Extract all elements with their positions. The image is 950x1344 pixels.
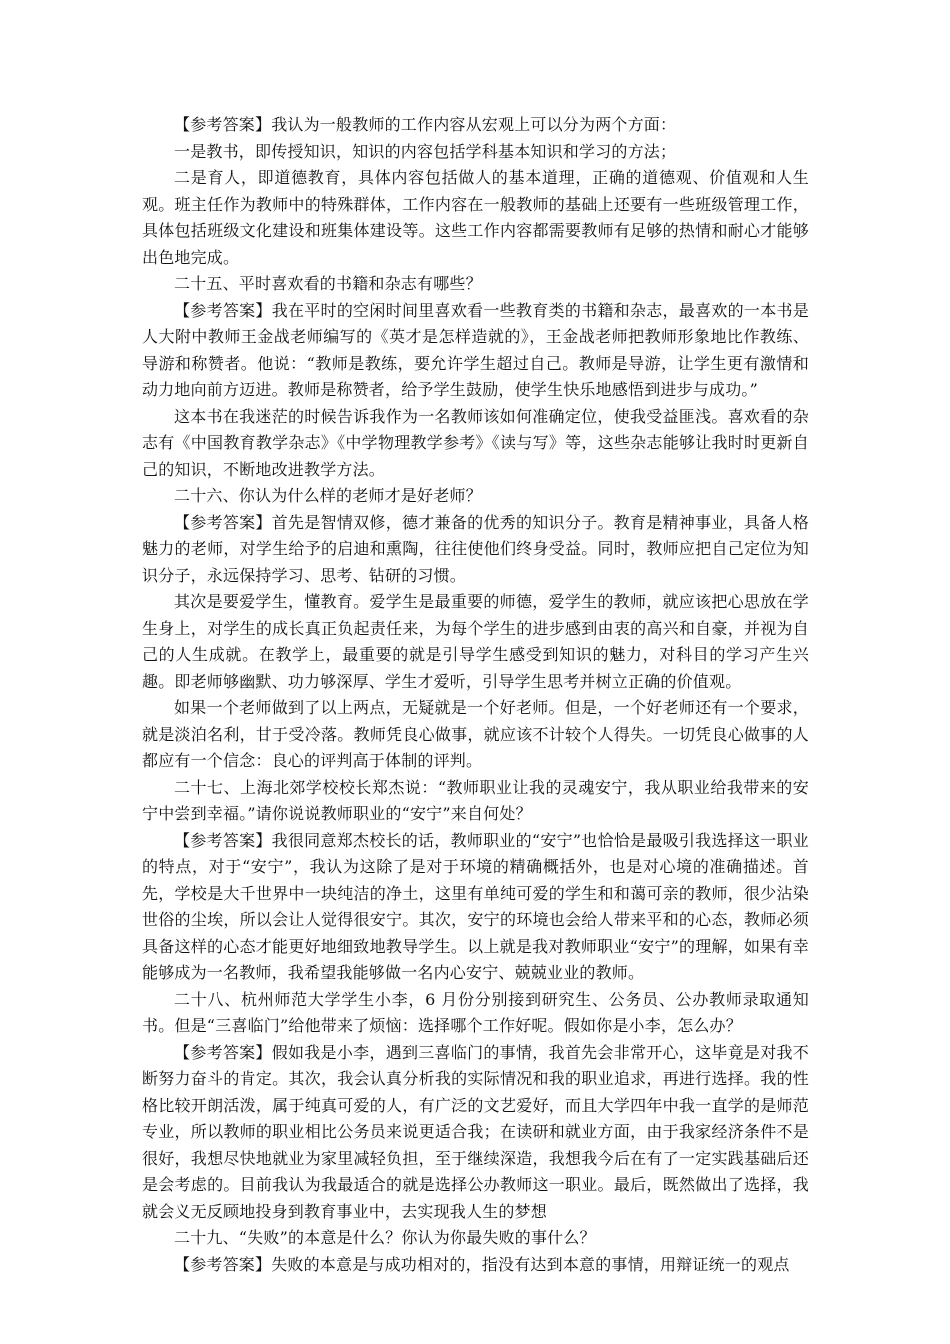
document-page [142,112,809,1278]
question-29: 二十九、“失败”的本意是什么？你认为你最失败的事什么？ [174,1228,596,1247]
answer-25-continued: 这本书在我迷茫的时候告诉我作为一名教师该如何准确定位，使我受益匪浅。喜欢看的杂志有《中国教育教学杂志》《中学物理教学参考》《读与写》等，这些杂志能够让我时时更新自己的知识，不断地改进教学方法。 [142,406,809,479]
paragraph-teaching: 一是教书，即传授知识，知识的内容包括学科基本知识和学习的方法； [174,141,677,161]
answer-28: 【参考答案】假如我是小李，遇到三喜临门的事情，我首先会非常开心，这毕竟是对我不断努力奋斗的肯定。其次，我会认真分析我的实际情况和我的职业追求，再进行选择。我的性格比较开朗活泼，属于纯真可爱的人，有广泛的文艺爱好，而且大学四年中我一直学的是师范专业，所以教师的职业相比公务员来说更适合我；在读研和就业方面，由于我家经济条件不是很好，我想尽快地就业为家里减轻负担，至于继续深造，我想我今后在有了一定实践基础后还是会考虑的。目前我认为我最适合的就是选择公办教师这一职业。最后，既然做出了选择，我就会义无反顾地投身到教育事业中，去实现我人生的梦想 [142,1042,809,1221]
answer-26: 【参考答案】首先是智情双修，德才兼备的优秀的知识分子。教育是精神事业，具备人格魅力的老师，对学生给予的启迪和熏陶，往往使他们终身受益。同时，教师应把自己定位为知识分子，永远保持学习、思考、钻研的习惯。 [142,512,809,585]
question-26: 二十六、你认为什么样的老师才是好老师？ [174,486,482,505]
question-27: 二十七、上海北郊学校校长郑杰说：“教师职业让我的灵魂安宁，我从职业给我带来的安宁中尝到幸福。”请你说说教师职业的“安宁”来自何处？ [142,777,809,823]
question-25: 二十五、平时喜欢看的书籍和杂志有哪些？ [174,274,482,293]
answer-26-second: 其次是要爱学生，懂教育。爱学生是最重要的师德，爱学生的教师，就应该把心思放在学生身上，对学生的成长真正负起责任来，为每个学生的进步感到由衷的高兴和自豪，并视为自己的人生成就。在教学上，最重要的就是引导学生感受到知识的魅力，对科目的学习产生兴趣。即老师够幽默、功力够深厚、学生才爱听，引导学生思考并树立正确的价值观。 [142,592,809,691]
paragraph-answer-intro: 【参考答案】我认为一般教师的工作内容从宏观上可以分为两个方面： [174,115,677,134]
answer-29: 【参考答案】失败的本意是与成功相对的，指没有达到本意的事情，用辩证统一的观点 [174,1254,790,1274]
answer-27: 【参考答案】我很同意郑杰校长的话，教师职业的“安宁”也恰恰是最吸引我选择这一职业的特点，对于“安宁”，我认为这除了是对于环境的精确概括外，也是对心境的准确描述。首先，学校是大千世界中一块纯洁的净土，这里有单纯可爱的学生和和蔼可亲的教师，很少沾染世俗的尘埃，所以会让人觉得很安宁。其次，安宁的环境也会给人带来平和的心态，教师必须具备这样的心态才能更好地细致地教导学生。以上就是我对教师职业“安宁”的理解，如果有幸能够成为一名教师，我希望我能够做一名内心安宁、兢兢业业的教师。 [142,830,809,982]
question-28: 二十八、杭州师范大学学生小李，6 月份分别接到研究生、公务员、公办教师录取通知书。但是“三喜临门”给他带来了烦恼：选择哪个工作好呢。假如你是小李，怎么办？ [142,989,809,1035]
answer-25: 【参考答案】我在平时的空闲时间里喜欢看一些教育类的书籍和杂志，最喜欢的一本书是人大附中教师王金战老师编写的《英才是怎样造就的》，王金战老师把教师形象地比作教练、导游和称赞者。他说：“教师是教练，要允许学生超过自己。教师是导游，让学生更有激情和动力地向前方迈进。教师是称赞者，给予学生鼓励，使学生快乐地感悟到进步与成功。” [142,300,809,399]
paragraph-educating: 二是育人，即道德教育，具体内容包括做人的基本道理，正确的道德观、价值观和人生观。班主任作为教师中的特殊群体，工作内容在一般教师的基础上还要有一些班级管理工作，具体包括班级文化建设和班集体建设等。这些工作内容都需要教师有足够的热情和耐心才能够出色地完成。 [142,168,809,267]
answer-26-third: 如果一个老师做到了以上两点，无疑就是一个好老师。但是，一个好老师还有一个要求，就是淡泊名利，甘于受冷落。教师凭良心做事，就应该不计较个人得失。一切凭良心做事的人都应有一个信念：良心的评判高于体制的评判。 [142,698,809,770]
